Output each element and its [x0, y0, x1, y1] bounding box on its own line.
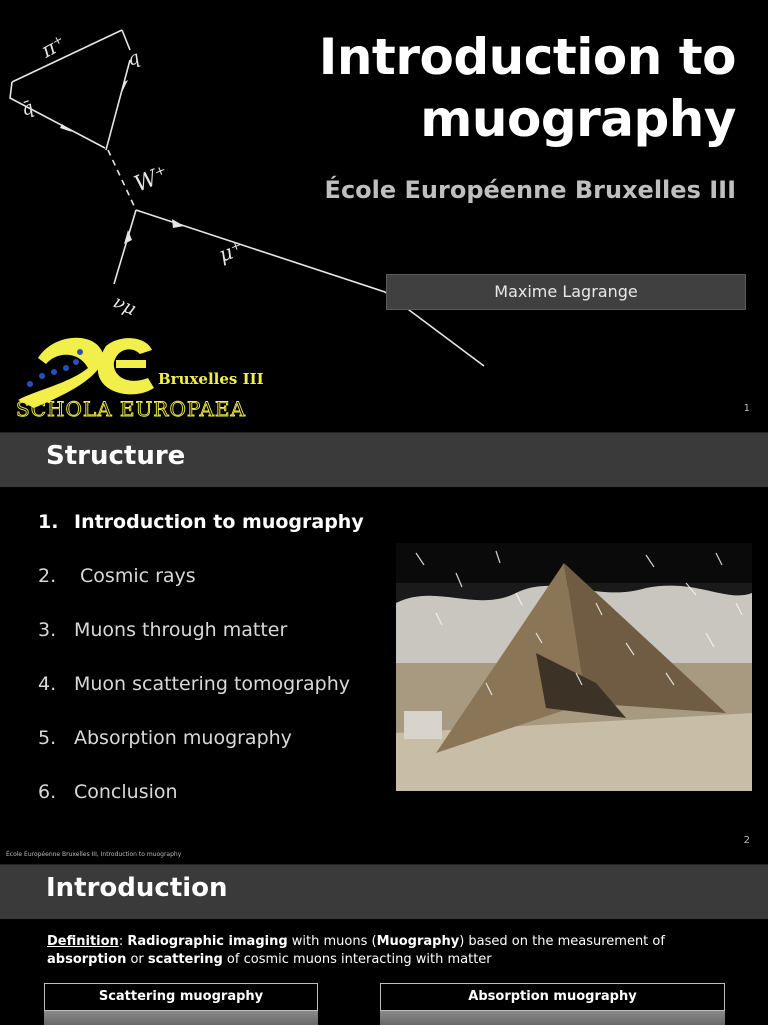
quark-down-line: [106, 60, 130, 150]
star-icon: [39, 373, 45, 379]
arrow-icon: [124, 230, 132, 244]
label-quark-2: q: [124, 47, 143, 71]
star-icon: [73, 359, 79, 365]
absorption-image: [380, 1011, 725, 1025]
label-nu: νμ: [109, 291, 140, 321]
star-icon: [27, 381, 33, 387]
header-band: [0, 433, 768, 487]
structure-slide: [0, 432, 768, 865]
neutrino-line: [114, 210, 136, 284]
label-quark-1: q̄: [18, 97, 37, 121]
school-logo: [8, 328, 278, 422]
arrow-icon: [120, 80, 128, 96]
toc-item: 1. Introduction to muography: [38, 511, 364, 533]
title-slide: [0, 0, 768, 432]
w-boson-line: [108, 150, 136, 210]
label-mu: μ⁺: [215, 236, 246, 267]
scattering-image: [44, 1011, 318, 1025]
logo-bruxelles-text: Bruxelles III: [158, 370, 264, 388]
toc-item: 3. Muons through matter: [38, 619, 288, 641]
slide-footer: École Européenne Bruxelles III, Introduction to muography: [6, 851, 182, 858]
label-pi: π⁺: [37, 30, 70, 63]
toc-item: 6. Conclusion: [38, 781, 178, 803]
column-header-absorption: Absorption muography: [380, 983, 725, 1011]
page-number: 1: [743, 403, 750, 414]
pyramid-muon-illustration: [396, 543, 752, 791]
toc-item: 2. Cosmic rays: [38, 565, 196, 587]
building: [404, 711, 442, 739]
section-title: Introduction: [46, 873, 228, 903]
school-subtitle: École Européenne Bruxelles III: [324, 176, 736, 204]
pion-top-line: [12, 30, 122, 82]
toc-item: 4. Muon scattering tomography: [38, 673, 351, 695]
definition-text: Definition: Radiographic imaging with muons (Muography) based on the measurement of absorption or scattering of cosmic muons interacting with matter: [47, 934, 665, 967]
star-icon: [51, 369, 57, 375]
star-icon: [77, 349, 83, 355]
toc-item: 5. Absorption muography: [38, 727, 292, 749]
star-icon: [63, 365, 69, 371]
presentation-title: Introduction to muography: [318, 28, 736, 148]
quark-line: [122, 30, 130, 50]
table-of-contents: [38, 511, 364, 835]
arrow-icon: [172, 219, 184, 228]
author-box: Maxime Lagrange: [386, 274, 746, 310]
column-header-scattering: Scattering muography: [44, 983, 318, 1011]
page-number: 2: [743, 835, 750, 846]
section-title: Structure: [46, 441, 186, 471]
introduction-slide: [0, 864, 768, 1025]
label-w: W⁺: [130, 161, 172, 198]
logo-schola-text: SCHOLA EUROPAEA: [16, 397, 246, 421]
header-band: [0, 865, 768, 919]
arrow-icon: [60, 124, 72, 132]
logo-e-bar: [116, 360, 146, 368]
